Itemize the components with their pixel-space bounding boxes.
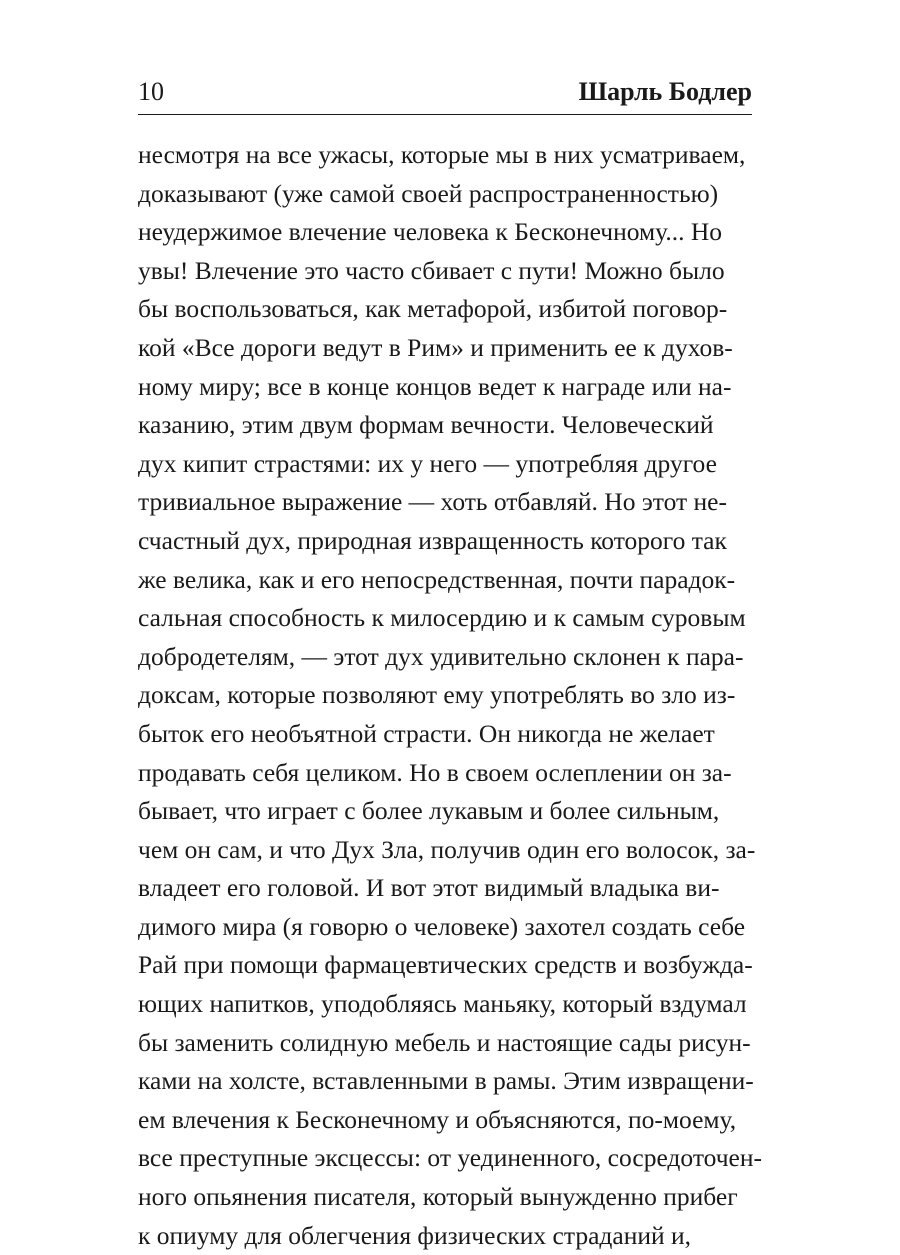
text-line: бы заменить солидную мебель и настоящие сады рисун-: [138, 1027, 751, 1057]
text-line: казанию, этим двум формам вечности. Человеческий: [138, 410, 714, 440]
text-line: бывает, что играет с более лукавым и более сильным,: [138, 796, 720, 826]
running-head: [138, 74, 752, 110]
running-title: Шарль Бодлер: [578, 77, 752, 106]
page-number: 10: [138, 77, 164, 106]
text-line: ющих напитков, уподобляясь маньяку, который вздумал: [138, 989, 747, 1019]
text-line: доксам, которые позволяют ему употреблять во зло из-: [138, 680, 736, 710]
text-line: ного опьянения писателя, который вынужденно прибег: [138, 1182, 738, 1212]
text-line: же велика, как и его непосредственная, почти парадок-: [138, 564, 736, 594]
text-line: димого мира (я говорю о человеке) захотел создать себе: [138, 911, 746, 941]
text-line: ному миру; все в конце концов ведет к награде или на-: [138, 371, 732, 401]
text-line: к опиуму для облегчения физических страданий и,: [138, 1220, 692, 1250]
text-line: добродетелям, — этот дух удивительно склонен к пара-: [138, 641, 744, 671]
text-line: тривиальное выражение — хоть отбавляй. Но этот не-: [138, 487, 727, 517]
text-line: неудержимое влечение человека к Бесконечному... Но: [138, 217, 723, 247]
text-line: ками на холсте, вставленными в рамы. Этим извращени-: [138, 1066, 754, 1096]
text-line: кой «Все дороги ведут в Рим» и применить ее к духов-: [138, 332, 733, 362]
text-line: Рай при помощи фармацевтических средств и возбужда-: [138, 950, 753, 980]
text-line: бы воспользоваться, как метафорой, избитой поговор-: [138, 294, 728, 324]
header-rule: [138, 114, 752, 115]
text-line: чем он сам, и что Дух Зла, получив один его волосок, за-: [138, 834, 756, 864]
text-line: продавать себя целиком. Но в своем ослеплении он за-: [138, 757, 732, 787]
text-line: счастный дух, природная извращенность которого так: [138, 525, 727, 555]
text-line: ем влечения к Бесконечному и объясняются, по-моему,: [138, 1104, 737, 1134]
body-text: [138, 136, 763, 1255]
text-line: сальная способность к милосердию и к самым суровым: [138, 603, 746, 633]
text-line: владеет его головой. И вот этот видимый владыка ви-: [138, 873, 720, 903]
text-line: быток его необъятной страсти. Он никогда не желает: [138, 718, 715, 748]
text-line: увы! Влечение это часто сбивает с пути! Можно было: [138, 255, 725, 285]
text-line: дух кипит страстями: их у него — употребляя другое: [138, 448, 717, 478]
text-line: несмотря на все ужасы, которые мы в них усматриваем,: [138, 140, 746, 169]
text-line: все преступные эксцессы: от уединенного, сосредоточен-: [138, 1143, 763, 1173]
text-line: доказывают (уже самой своей распространенностью): [138, 178, 719, 208]
